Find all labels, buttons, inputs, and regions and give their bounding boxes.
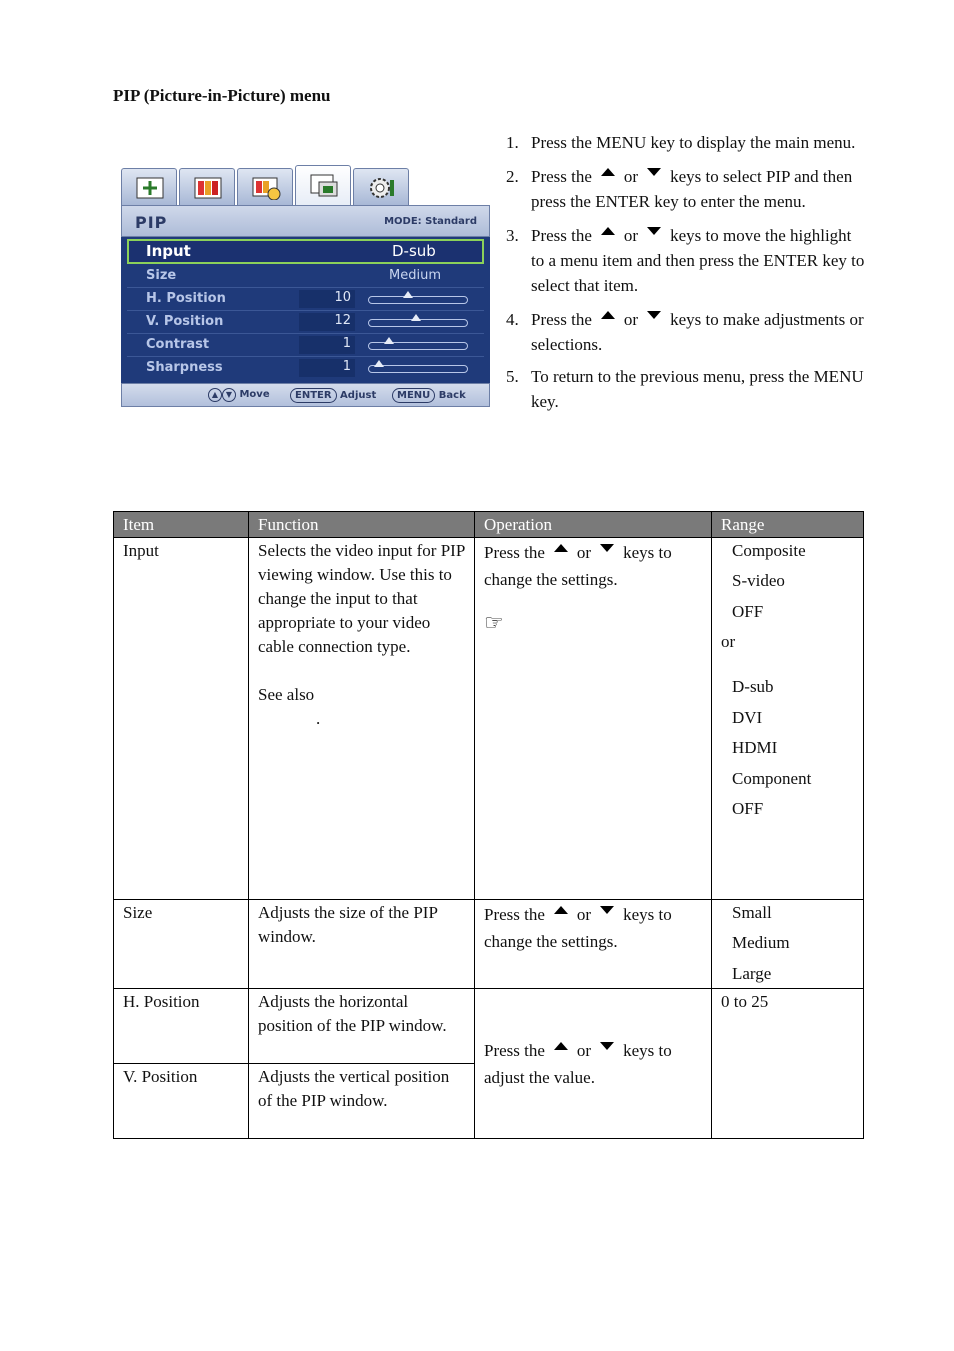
table-row-hpos-function: Adjusts the horizontal position of the PIP window. xyxy=(248,988,475,1064)
key-name: MENU xyxy=(596,133,647,152)
range-option: HDMI xyxy=(732,738,778,757)
osd-screenshot xyxy=(121,165,490,407)
operation-text-part: or xyxy=(576,1041,592,1060)
table-row-size-function: Adjusts the size of the PIP window. xyxy=(248,899,475,989)
step-text: key. xyxy=(531,392,559,411)
osd-row-label: H. Position xyxy=(146,291,226,306)
up-arrow-icon xyxy=(601,168,615,176)
see-also-text: See also xyxy=(258,685,315,704)
step-number: 1. xyxy=(506,133,519,152)
enter-key-badge: ENTER xyxy=(290,388,337,403)
osd-row-label: Size xyxy=(146,268,177,283)
see-also-period: . xyxy=(316,709,321,728)
function-text: Selects the video input for PIP viewing window. Use this to change the input to that appropriate to your video cable connection type. xyxy=(258,541,465,656)
step-3 xyxy=(506,223,866,298)
key-name: ENTER xyxy=(763,251,819,270)
operation-text xyxy=(484,1037,702,1091)
table-row-position-operation xyxy=(474,988,712,1139)
up-arrow-icon xyxy=(554,544,568,552)
table-row-input-function xyxy=(248,537,475,900)
pip-settings-table xyxy=(113,511,864,1139)
osd-footer-enter xyxy=(290,388,376,403)
step-text: key to enter the menu. xyxy=(650,192,806,211)
osd-menu-list xyxy=(121,237,490,383)
step-number: 3. xyxy=(506,226,519,245)
header-range: Range xyxy=(711,511,864,538)
operation-text-part: keys to change the settings. xyxy=(484,543,672,589)
osd-footer-move xyxy=(208,388,270,402)
range-option: S-video xyxy=(732,571,785,590)
table-row-hpos-item: H. Position xyxy=(113,988,249,1064)
instruction-steps xyxy=(506,130,866,414)
step-text: Press the xyxy=(531,167,592,186)
down-arrow-icon xyxy=(600,1042,614,1050)
operation-text-part: Press the xyxy=(484,1041,545,1060)
osd-footer xyxy=(121,383,490,407)
down-arrow-icon xyxy=(647,168,661,176)
up-arrow-icon xyxy=(601,311,615,319)
up-arrow-icon xyxy=(554,906,568,914)
down-arrow-icon xyxy=(600,544,614,552)
osd-title: PIP xyxy=(135,213,168,232)
osd-slider xyxy=(368,319,468,327)
osd-row-number: 1 xyxy=(299,359,355,377)
table-row-vpos-item: V. Position xyxy=(113,1063,249,1139)
key-name: MENU xyxy=(813,367,864,386)
table-row-vpos-function: Adjusts the vertical position of the PIP window. xyxy=(248,1063,475,1139)
table-row-size-operation xyxy=(474,899,712,989)
osd-row-number: 12 xyxy=(299,313,355,331)
up-arrow-icon xyxy=(601,227,615,235)
range-or: or xyxy=(721,632,736,651)
step-2 xyxy=(506,164,866,214)
step-text: key to display the main menu. xyxy=(646,133,856,152)
down-arrow-icon xyxy=(647,227,661,235)
osd-row-input xyxy=(127,239,484,264)
osd-slider-knob xyxy=(411,314,421,321)
range-option: OFF xyxy=(732,799,764,818)
step-text: Press the xyxy=(531,133,597,152)
step-1 xyxy=(506,130,866,155)
osd-row-number: 1 xyxy=(299,336,355,354)
down-arrow-icon xyxy=(600,906,614,914)
up-arrow-icon xyxy=(554,1042,568,1050)
range-option: DVI xyxy=(732,708,763,727)
operation-text-part: keys to change the settings. xyxy=(484,905,672,951)
up-arrow-icon: ▲ xyxy=(208,388,222,402)
osd-row-h-position xyxy=(127,288,484,310)
range-option: OFF xyxy=(732,602,764,621)
display-adjust-icon xyxy=(135,176,165,200)
operation-text-part: or xyxy=(576,905,592,924)
osd-footer-move-label: Move xyxy=(239,389,270,400)
step-text: and then press the xyxy=(531,167,853,211)
step-text: keys to select xyxy=(670,167,766,186)
osd-tab-pip xyxy=(295,165,351,207)
page-heading: PIP (Picture-in-Picture) menu xyxy=(113,86,331,105)
step-text: keys to move the highlight to a menu item and then press the xyxy=(531,226,852,270)
down-arrow-icon xyxy=(647,311,661,319)
range-option: Large xyxy=(732,964,772,983)
osd-slider xyxy=(368,296,468,304)
range-option: Composite xyxy=(732,541,806,560)
operation-text-part: Press the xyxy=(484,543,545,562)
osd-slider-knob xyxy=(403,291,413,298)
header-operation: Operation xyxy=(474,511,712,538)
osd-slider xyxy=(368,365,468,373)
osd-footer-adjust-label: Adjust xyxy=(340,390,377,401)
step-text: keys to make adjustments or selections. xyxy=(531,310,864,354)
operation-text xyxy=(484,539,702,593)
table-row-input-item: Input xyxy=(113,537,249,900)
osd-row-v-position xyxy=(127,311,484,333)
key-name: ENTER xyxy=(595,192,650,211)
operation-text xyxy=(484,901,702,955)
pip-icon xyxy=(309,173,339,199)
step-text: To return to the previous menu, press the xyxy=(531,367,814,386)
osd-tab-picture-advanced xyxy=(237,168,293,205)
osd-tab-display xyxy=(121,168,177,205)
step-text: key to select that item. xyxy=(531,251,865,295)
step-number: 4. xyxy=(506,310,519,329)
osd-footer-menu xyxy=(392,388,466,403)
osd-row-label: Input xyxy=(146,242,191,260)
osd-row-contrast xyxy=(127,334,484,356)
osd-slider-knob xyxy=(384,337,394,344)
osd-tab-system xyxy=(353,168,409,205)
step-text: or xyxy=(623,226,639,245)
range-option: D-sub xyxy=(732,677,774,696)
picture-advanced-icon xyxy=(251,176,281,200)
header-function: Function xyxy=(248,511,475,538)
picture-icon xyxy=(193,176,223,200)
table-row-size-range xyxy=(711,899,864,989)
osd-tab-picture xyxy=(179,168,235,205)
table-row-position-range: 0 to 25 xyxy=(711,988,864,1139)
step-text: or xyxy=(623,310,639,329)
step-text: or xyxy=(623,167,639,186)
osd-tab-bar xyxy=(121,165,490,205)
table-row-input-range xyxy=(711,537,864,900)
operation-text-part: keys to adjust the value. xyxy=(484,1041,672,1087)
osd-row-label: Sharpness xyxy=(146,360,223,375)
step-number: 5. xyxy=(506,367,519,386)
operation-text-part: Press the xyxy=(484,905,545,924)
osd-row-label: Contrast xyxy=(146,337,210,352)
osd-slider xyxy=(368,342,468,350)
osd-row-label: V. Position xyxy=(146,314,224,329)
range-option: Small xyxy=(732,903,772,922)
range-option: Medium xyxy=(732,933,790,952)
system-gear-icon xyxy=(367,176,397,200)
note-hand-icon: ☞ xyxy=(484,610,504,635)
osd-mode: MODE: Standard xyxy=(384,216,477,227)
osd-row-number: 10 xyxy=(299,290,355,308)
table-row-input-operation xyxy=(474,537,712,900)
osd-row-size xyxy=(127,265,484,287)
osd-row-value: D-sub xyxy=(392,242,436,260)
step-number: 2. xyxy=(506,167,519,186)
table-row-size-item: Size xyxy=(113,899,249,989)
osd-footer-back-label: Back xyxy=(438,390,466,401)
osd-slider-knob xyxy=(374,360,384,367)
step-5 xyxy=(506,364,866,414)
down-arrow-icon: ▼ xyxy=(222,388,236,402)
header-item: Item xyxy=(113,511,249,538)
key-name: PIP xyxy=(765,167,790,186)
step-4 xyxy=(506,307,866,357)
range-option: Component xyxy=(732,769,812,788)
step-text: Press the xyxy=(531,310,592,329)
operation-text-part: or xyxy=(576,543,592,562)
osd-header xyxy=(121,205,490,237)
osd-row-sharpness xyxy=(127,357,484,379)
menu-key-badge: MENU xyxy=(392,388,435,403)
step-text: Press the xyxy=(531,226,592,245)
osd-row-value: Medium xyxy=(389,268,441,283)
